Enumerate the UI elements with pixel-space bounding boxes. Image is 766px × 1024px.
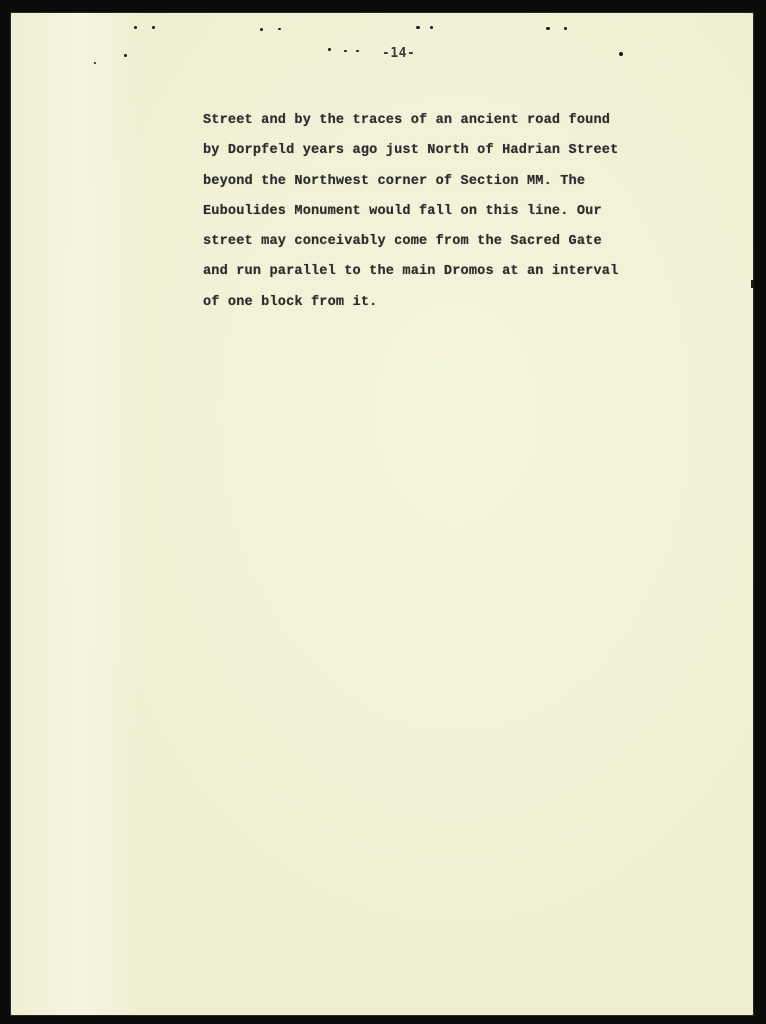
dust-speck [564,27,567,30]
dust-speck [416,26,420,29]
body-paragraph [203,106,673,318]
dust-speck [260,28,263,31]
dust-speck [328,48,331,51]
text-line: and run parallel to the main Dromos at an interval [203,264,619,280]
text-line: Euboulides Monument would fall on this line. Our [203,203,602,219]
dust-speck [430,26,433,29]
dust-speck [619,52,623,56]
typewritten-page [10,12,754,1016]
text-line: beyond the Northwest corner of Section MM. The [203,173,586,189]
page-number: -14- [382,46,416,61]
dust-speck [152,26,155,29]
dust-speck [94,62,96,64]
dust-speck [356,50,359,52]
text-line: Street and by the traces of an ancient road found [203,113,611,128]
dust-speck [278,28,281,30]
text-line: of one block from it. [203,294,378,310]
dust-speck [546,27,550,30]
text-line: street may conceivably come from the Sacred Gate [203,234,602,250]
page-edge-mark [751,280,754,288]
dust-speck [344,50,347,52]
dust-speck [134,26,137,29]
dust-speck [124,54,127,57]
text-line: by Dorpfeld years ago just North of Hadrian Street [203,143,619,159]
